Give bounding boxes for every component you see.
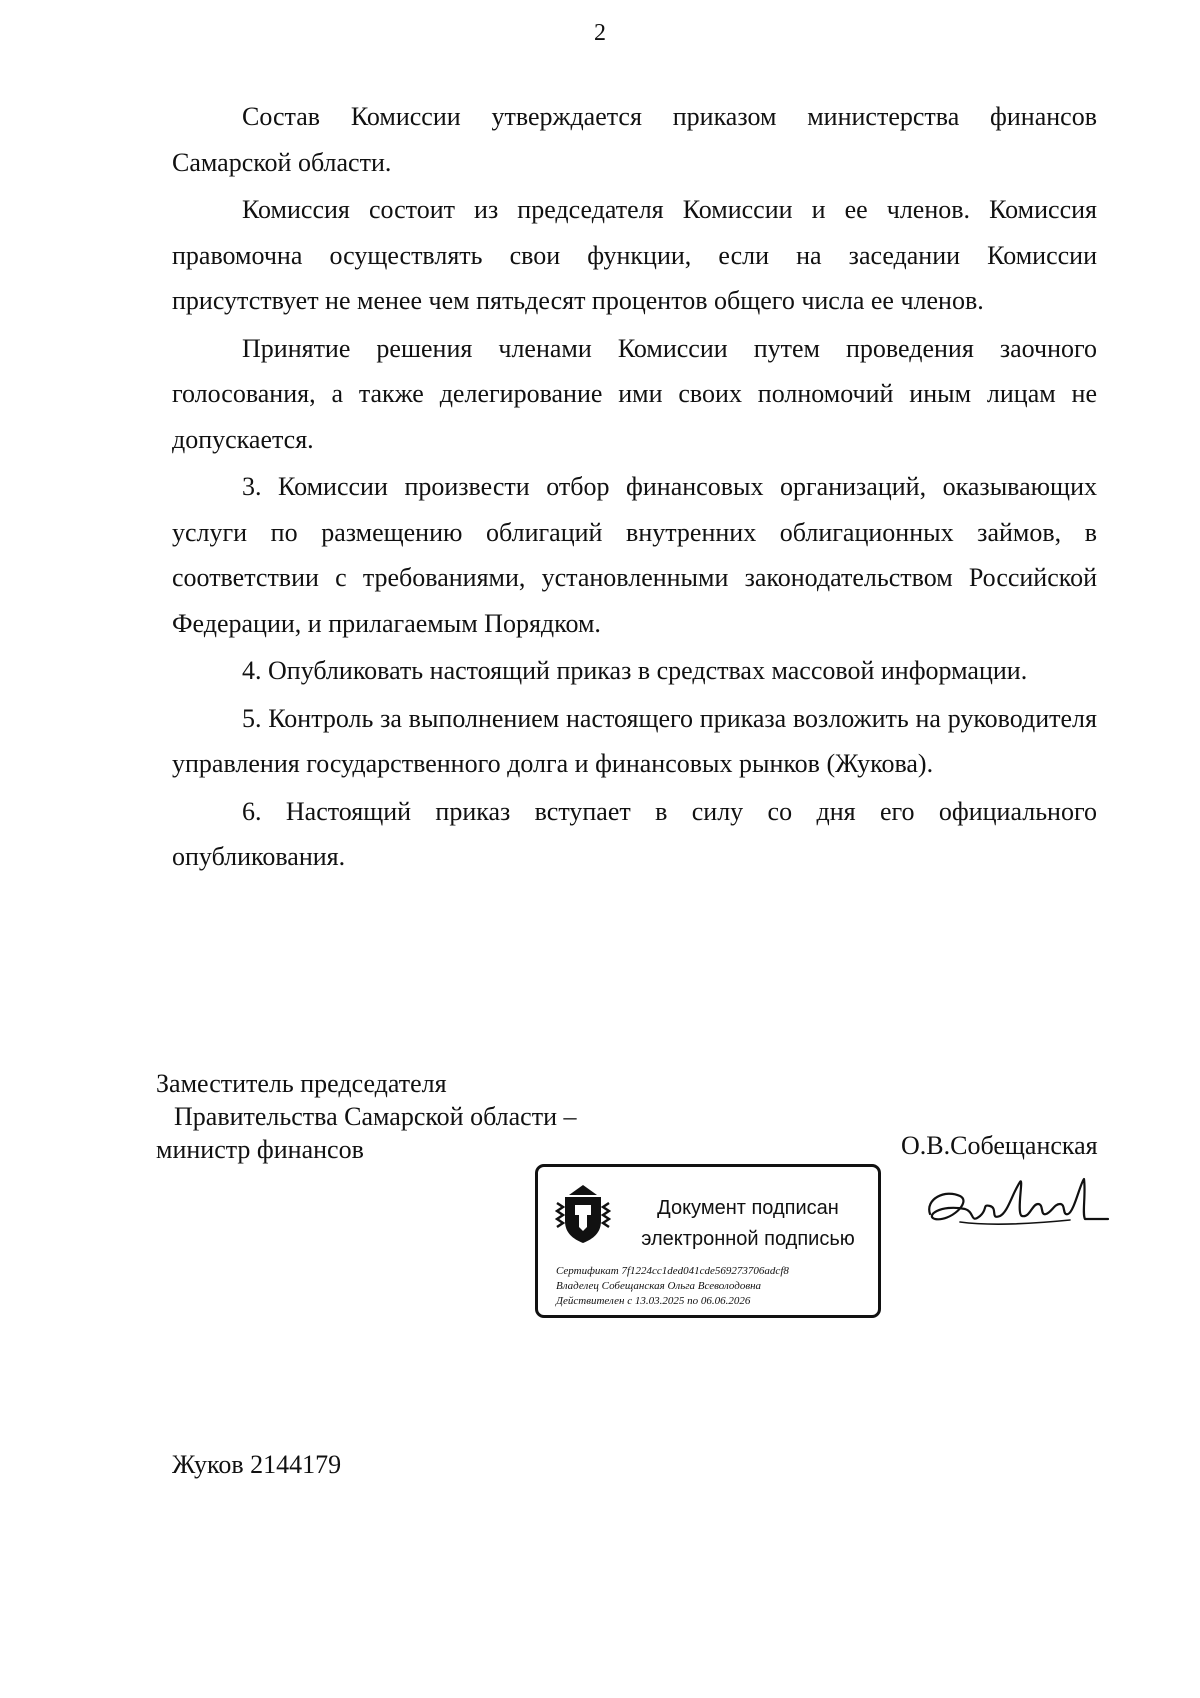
paragraph-item-4: 4. Опубликовать настоящий приказ в средствах массовой информации. [242,656,1028,685]
stamp-title-line-1: Документ подписан [657,1197,839,1219]
paragraph-commission-quorum: Комиссия состоит из председателя Комиссии и ее членов. Комиссия правомочна осуществлять свои функции, если на заседании Комиссии присутствует не менее чем пятьдесят процентов общего числа ее членов. [172,195,1097,315]
paragraph-commission-composition: Состав Комиссии утверждается приказом министерства финансов Самарской области. [172,102,1097,177]
document-body [172,94,1097,882]
position-line-1: Заместитель председателя [156,1069,447,1098]
signatory-position [156,1067,577,1166]
stamp-title [628,1193,868,1255]
coat-of-arms-icon [555,1181,611,1245]
certificate-number: Сертификат 7f1224cc1ded041cde569273706adcf8 [556,1265,789,1277]
stamp-title-line-2: электронной подписью [641,1228,855,1250]
electronic-signature-stamp [535,1164,881,1318]
signer-name: О.В.Собещанская [901,1131,1098,1160]
stamp-details [556,1264,876,1309]
paragraph-item-3: 3. Комиссии произвести отбор финансовых организаций, оказывающих услуги по размещению облигаций внутренних облигационных займов, в соответствии с требованиями, установленными законодательством Российской Федерации, и прилагаемым Порядком. [172,472,1097,638]
certificate-validity: Действителен с 13.03.2025 по 06.06.2026 [556,1295,751,1307]
paragraph-no-absentee-voting: Принятие решения членами Комиссии путем проведения заочного голосования, а также делегирование ими своих полномочий иным лицам не допускается. [172,333,1097,454]
handwritten-signature [920,1164,1110,1234]
executor-note: Жуков 2144179 [172,1450,342,1479]
certificate-owner: Владелец Собещанская Ольга Всеволодовна [556,1280,762,1292]
page-number: 2 [594,20,606,46]
paragraph-item-6: 6. Настоящий приказ вступает в силу со дня его официального опубликования. [172,796,1097,871]
paragraph-item-5: 5. Контроль за выполнением настоящего приказа возложить на руководителя управления государственного долга и финансовых рынков (Жукова). [172,703,1097,778]
position-line-3: министр финансов [156,1135,364,1164]
position-line-2: Правительства Самарской области – [174,1102,577,1131]
